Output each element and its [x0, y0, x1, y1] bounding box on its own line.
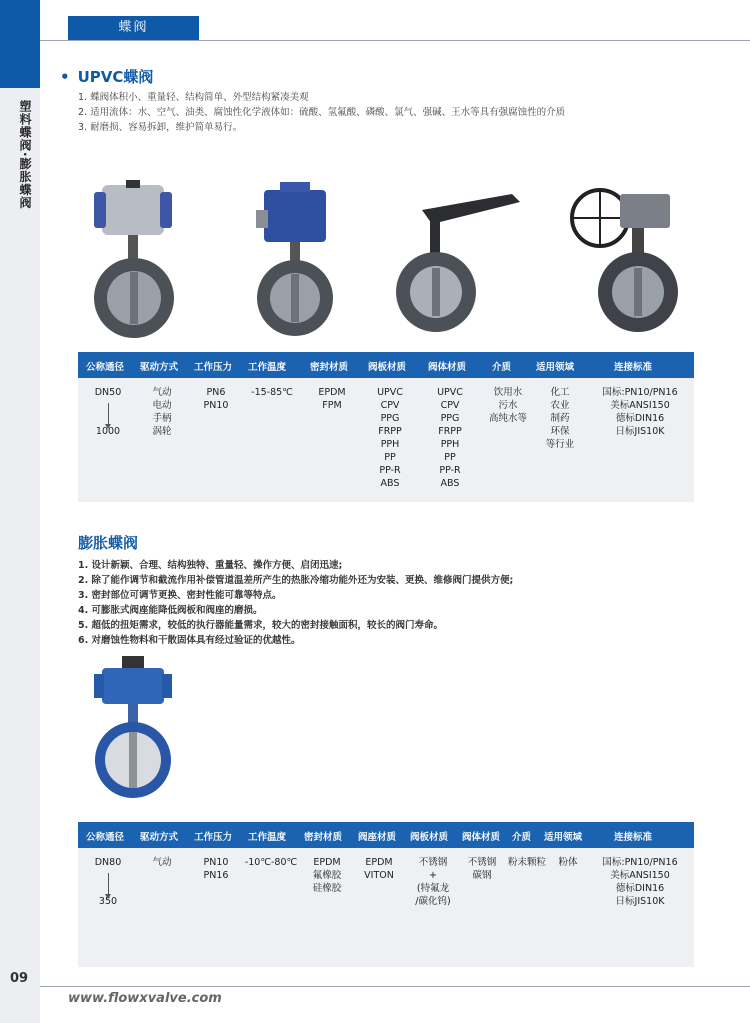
feature-item: 6. 对磨蚀性物料和干散固体具有经过验证的优越性。 — [78, 635, 301, 646]
cell-line: PN16 — [203, 870, 229, 881]
cell-line: 美标ANSI150 — [610, 400, 670, 411]
cell-line: CPV — [440, 400, 460, 411]
feature-item: 4. 可膨胀式阀座能降低阀板和阀座的磨损。 — [78, 605, 263, 616]
arrow-down-icon — [108, 873, 109, 895]
footer-rule — [40, 986, 750, 987]
cell-line: 不锈钢 — [467, 857, 497, 868]
header-cell: 工作压力 — [194, 832, 233, 843]
cell-line: FPM — [322, 400, 342, 411]
cell-line: UPVC — [437, 387, 463, 398]
header-cell: 连接标准 — [614, 832, 653, 843]
header-cell: 介质 — [512, 832, 532, 843]
cell-line: PPG — [380, 413, 400, 424]
cell-line: 电动 — [152, 400, 172, 411]
temperature-cell — [244, 386, 300, 399]
pressure-cell — [194, 856, 238, 882]
drive-cell — [140, 856, 184, 869]
cell-line: 碳钢 — [472, 870, 492, 881]
header-cell: 连接标准 — [614, 362, 653, 373]
standard-cell — [592, 386, 688, 438]
feature-item: 2. 除了能作调节和截流作用补偿管道温差所产生的热胀冷缩功能外还为安装、更换、维修阀门提供方便; — [78, 575, 514, 586]
header-cell: 阀座材质 — [358, 832, 397, 843]
cell-line: PPG — [440, 413, 460, 424]
table-header-row — [78, 822, 694, 848]
cell-line: 农业 — [550, 400, 570, 411]
cell-line: 粉末颗粒 — [507, 857, 546, 868]
feature-item: 5. 超低的扭矩需求，较低的执行器能量需求，较大的密封接触面积，较长的阀门寿命。 — [78, 620, 444, 631]
cell-line: 高纯水等 — [488, 413, 527, 424]
sidebar-accent — [0, 0, 40, 88]
footer-url: www.flowxvalve.com — [68, 991, 222, 1006]
section1-features — [78, 90, 565, 135]
pressure-cell — [194, 386, 238, 412]
feature-item: 3. 耐磨损、容易拆卸，维护简单易行。 — [78, 122, 243, 133]
size-from: DN50 — [94, 387, 122, 398]
header-cell: 介质 — [492, 362, 512, 373]
worm-gear-butterfly-valve-image — [566, 180, 686, 340]
feature-item: 1. 设计新颖、合理、结构独特、重量轻、操作方便、启闭迅速; — [78, 560, 343, 571]
seat-cell — [356, 856, 402, 882]
pneumatic-butterfly-valve-image — [84, 180, 184, 340]
electric-butterfly-valve-image — [250, 180, 340, 340]
medium-cell — [502, 856, 552, 869]
drive-cell — [140, 386, 184, 438]
cell-line: 饮用水 — [493, 387, 523, 398]
cell-line: 氟橡胶 — [312, 870, 342, 881]
cell-line: PP — [444, 452, 456, 463]
cell-line: PP-R — [379, 465, 401, 476]
cell-line: PPH — [380, 439, 400, 450]
header-rule — [40, 40, 750, 41]
medium-cell — [480, 386, 536, 425]
cell-line: ABS — [440, 478, 460, 489]
cell-line: PN6 — [206, 387, 226, 398]
cell-line: 粉体 — [558, 857, 578, 868]
cell-line: -10℃-80℃ — [244, 857, 298, 868]
page-number: 09 — [10, 971, 29, 986]
cell-line: (特氟龙 — [416, 883, 450, 894]
cell-line: FRPP — [378, 426, 402, 437]
cell-line: 国标:PN10/PN16 — [602, 387, 678, 398]
cell-line: 污水 — [498, 400, 518, 411]
cell-line: PPH — [440, 439, 460, 450]
sidebar-vertical-title: 塑料蝶阀·膨胀蝶阀 — [18, 100, 32, 210]
field-cell — [536, 386, 584, 451]
cell-line: 气动 — [152, 857, 172, 868]
cell-line: /碳化钨) — [415, 896, 451, 907]
cell-line: 制药 — [550, 413, 570, 424]
header-cell: 公称通径 — [86, 832, 125, 843]
cell-line: CPV — [380, 400, 400, 411]
header-cell: 适用领域 — [536, 362, 575, 373]
upvc-spec-table — [78, 352, 694, 502]
header-cell: 阀体材质 — [428, 362, 467, 373]
size-cell — [86, 386, 130, 438]
body-cell — [462, 856, 502, 882]
cell-line: 化工 — [550, 387, 570, 398]
header-cell: 密封材质 — [310, 362, 349, 373]
header-tab: 蝶阀 — [68, 16, 199, 40]
inflatable-butterfly-valve-image — [88, 656, 178, 802]
cell-line: PP-R — [439, 465, 461, 476]
header-cell: 密封材质 — [304, 832, 343, 843]
header-cell: 阀板材质 — [410, 832, 449, 843]
size-cell — [86, 856, 130, 908]
size-from: DN80 — [94, 857, 122, 868]
cell-line: PN10 — [203, 400, 229, 411]
cell-line: 不锈钢 — [418, 857, 448, 868]
size-to: 350 — [98, 896, 118, 907]
table-header-row — [78, 352, 694, 378]
header-cell: 工作温度 — [248, 832, 287, 843]
header-cell: 适用领域 — [544, 832, 583, 843]
header-cell: 驱动方式 — [140, 832, 179, 843]
disc-cell — [368, 386, 412, 490]
cell-line: EPDM — [313, 857, 341, 868]
cell-line: 环保 — [550, 426, 570, 437]
cell-line: 国标:PN10/PN16 — [602, 857, 678, 868]
feature-item: 3. 密封部位可调节更换、密封性能可靠等特点。 — [78, 590, 282, 601]
section2-title: 膨胀蝶阀 — [78, 534, 139, 552]
inflatable-spec-table — [78, 822, 694, 967]
standard-cell — [592, 856, 688, 908]
cell-line: 美标ANSI150 — [610, 870, 670, 881]
header-cell: 阀体材质 — [462, 832, 501, 843]
arrow-down-icon — [108, 403, 109, 425]
cell-line: 日标JIS10K — [615, 426, 665, 437]
cell-line: 涡轮 — [152, 426, 172, 437]
section1-title-text: UPVC蝶阀 — [77, 68, 154, 86]
feature-item: 2. 适用流体：水、空气、油类、腐蚀性化学液体如：硫酸、氢氟酸、磷酸、氯气、强碱、王水等具有强腐蚀性的介质 — [78, 107, 566, 118]
size-to: 1000 — [95, 426, 121, 437]
bullet-icon: • — [60, 68, 70, 86]
cell-line: PP — [384, 452, 396, 463]
cell-line: 等行业 — [545, 439, 575, 450]
cell-line: + — [429, 870, 437, 881]
header-cell: 阀板材质 — [368, 362, 407, 373]
header-cell: 公称通径 — [86, 362, 125, 373]
cell-line: -15-85℃ — [251, 387, 293, 398]
cell-line: PN10 — [203, 857, 229, 868]
seal-cell — [308, 386, 356, 412]
header-cell: 工作压力 — [194, 362, 233, 373]
cell-line: 硅橡胶 — [312, 883, 342, 894]
body-cell — [428, 386, 472, 490]
temperature-cell — [240, 856, 302, 869]
cell-line: 德标DIN16 — [615, 883, 665, 894]
field-cell — [548, 856, 588, 869]
cell-line: 手柄 — [152, 413, 172, 424]
cell-line: ABS — [380, 478, 400, 489]
cell-line: EPDM — [365, 857, 393, 868]
section2-features — [78, 558, 513, 648]
handle-butterfly-valve-image — [392, 180, 532, 340]
header-cell: 驱动方式 — [140, 362, 179, 373]
feature-item: 1. 蝶阀体积小、重量轻、结构简单、外型结构紧凑美观 — [78, 92, 309, 103]
cell-line: 德标DIN16 — [615, 413, 665, 424]
cell-line: UPVC — [377, 387, 403, 398]
cell-line: FRPP — [438, 426, 462, 437]
cell-line: 日标JIS10K — [615, 896, 665, 907]
header-cell: 工作温度 — [248, 362, 287, 373]
cell-line: EPDM — [318, 387, 346, 398]
cell-line: VITON — [364, 870, 394, 881]
cell-line: 气动 — [152, 387, 172, 398]
section1-title — [60, 66, 153, 87]
seal-cell — [304, 856, 350, 895]
disc-cell — [408, 856, 458, 908]
